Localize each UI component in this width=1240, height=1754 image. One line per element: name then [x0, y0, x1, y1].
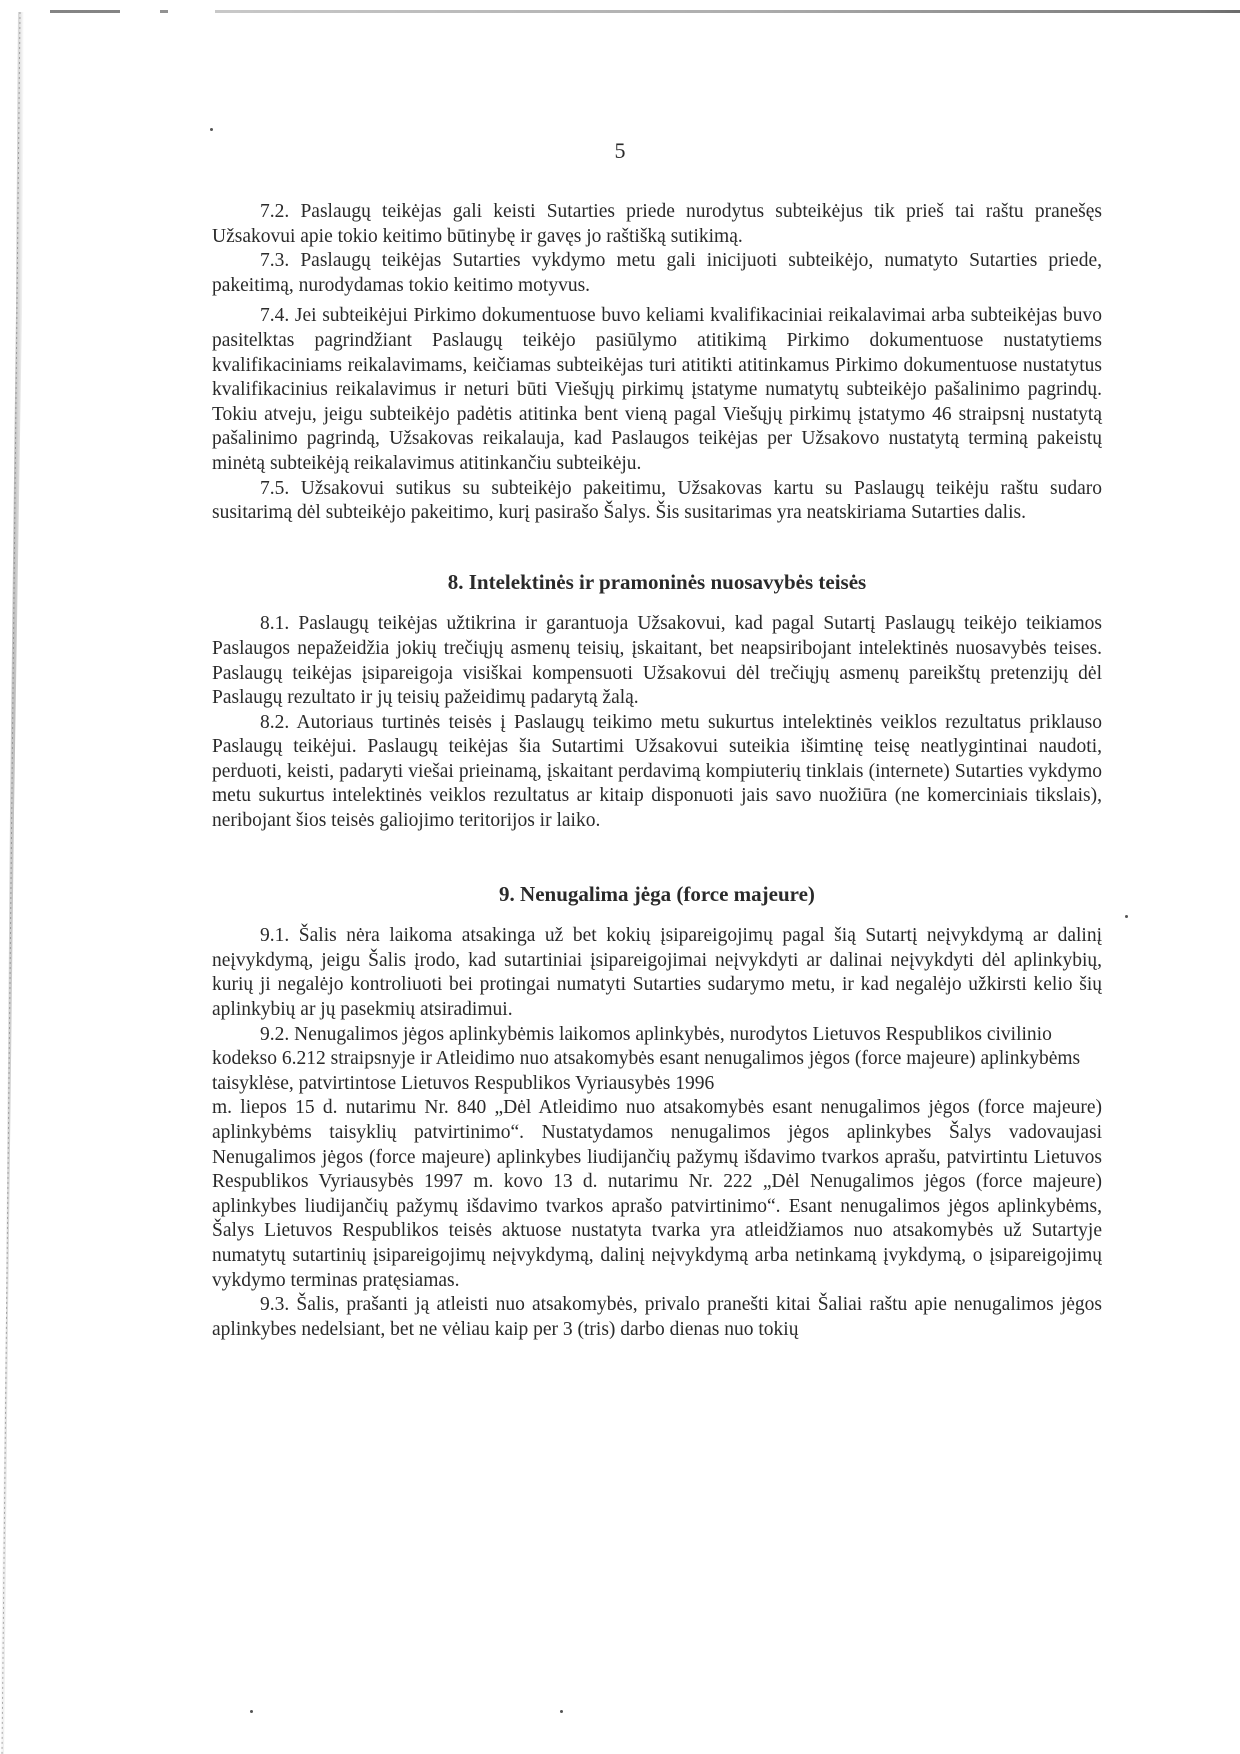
paragraph-7-2: 7.2. Paslaugų teikėjas gali keisti Sutarties priede nurodytus subteikėjus tik prieš tai raštu pranešęs Užsakovui apie tokio keitimo būtinybę ir gavęs jo raštišką sutikimą.: [212, 201, 1102, 247]
paragraph-9-2-continued: m. liepos 15 d. nutarimu Nr. 840 „Dėl Atleidimo nuo atsakomybės esant nenugalimos jėgos (force majeure) aplinkybėms taisyklių patvirtinimo“. Nustatydamos nenugalimos jėgos aplinkybes Šalys vadovaujasi Nenugalimos jėgos (force majeure) aplinkybes liudijančių pažymų išdavimo tvarkos aprašu, patvirtintu Lietuvos Respublikos Vyriausybės 1997 m. kovo 13 d. nutarimu Nr. 222 „Dėl Nenugalimos jėgos (force majeure) aplinkybes liudijančių pažymų išdavimo tvarkos aprašo patvirtinimo“. Esant nenugalimos jėgos aplinkybėms, Šalys Lietuvos Respublikos teisės aktuose nustatyta tvarka yra atleidžiamos nuo atsakomybės už Sutartyje numatytų sutartinių įsipareigojimų neįvykdymą, dalinį neįvykdymą arba netinkamą įvykdymą, o įsipareigojimų vykdymo terminas pratęsiamas.: [212, 1097, 1102, 1291]
document-body: [212, 200, 1102, 1342]
scan-left-shadow: [0, 12, 60, 1754]
paragraph-7-3: 7.3. Paslaugų teikėjas Sutarties vykdymo metu gali inicijuoti subteikėjo, numatyto Sutarties priede, pakeitimą, nurodydamas tokio keitimo motyvus.: [212, 250, 1102, 296]
paragraph-8-2: 8.2. Autoriaus turtinės teisės į Paslaugų teikimo metu sukurtus intelektinės veiklos rezultatus priklauso Paslaugų teikėjui. Paslaugų teikėjas šia Sutartimi Užsakovui suteikia išimtinę teisę neatlygintinai naudoti, perduoti, keisti, padaryti viešai prieinamą, įskaitant perdavimą kompiuterių tinklais (internete) Sutarties vykdymo metu sukurtus intelektinės veiklos rezultatus ar kitaip disponuoti jais savo nuožiūra (ne komerciniais tikslais), neribojant šios teisės galiojimo teritorijos ir laiko.: [212, 711, 1102, 832]
paragraph-7-4: 7.4. Jei subteikėjui Pirkimo dokumentuose buvo keliami kvalifikaciniai reikalavimai arba subteikėjas buvo pasitelktas pagrindžiant Paslaugų teikėjo pasiūlymo atitikimą Pirkimo dokumentuose nustatytiems kvalifikaciniams reikalavimams, keičiamas subteikėjas turi atitikti atitinkamus Pirkimo dokumentuose nustatytus kvalifikacinius reikalavimus ir neturi būti Viešųjų pirkimų įstatyme numatytų subteikėjo pašalinimo pagrindų. Tokiu atveju, jeigu subteikėjo padėtis atitinka bent vieną pagal Viešųjų pirkimų įstatymo 46 straipsnį nustatytą pašalinimo pagrindą, Užsakovas reikalauja, kad Paslaugos teikėjas per Užsakovo nustatytą terminą pakeistų minėtą subteikėją reikalavimus atitinkančiu subteikėju.: [212, 305, 1102, 474]
paragraph-8-1: 8.1. Paslaugų teikėjas užtikrina ir garantuoja Užsakovui, kad pagal Sutartį Paslaugų teikėjo teikiamos Paslaugos nepažeidžia jokių trečiųjų asmenų teisių, įskaitant, bet neapsiribojant intelektinės nuosavybės teises. Paslaugų teikėjas įsipareigoja visiškai kompensuoti Užsakovui dėl trečiųjų asmenų pareikštų pretenzijų dėl Paslaugų rezultato ir jų teisių pažeidimų padarytą žalą.: [212, 613, 1102, 709]
scan-speck: [250, 1710, 253, 1713]
section-8: [212, 612, 1102, 833]
section-heading-9: 9. Nenugalima jėga (force majeure): [499, 881, 815, 906]
section-heading-8: 8. Intelektinės ir pramoninės nuosavybės teisės: [447, 569, 867, 594]
paragraph-9-3: 9.3. Šalis, prašanti ją atleisti nuo atsakomybės, privalo pranešti kitai Šaliai raštu apie nenugalimos jėgos aplinkybes nedelsiant, bet ne vėliau kaip per 3 (tris) darbo dienas nuo tokių: [212, 1294, 1102, 1340]
page-number: 5: [614, 138, 626, 163]
scan-speck: [1125, 915, 1128, 918]
paragraph-7-5: 7.5. Užsakovui sutikus su subteikėjo pakeitimu, Užsakovas kartu su Paslaugų teikėju raštu sudaro susitarimą dėl subteikėjo pakeitimo, kurį pasirašo Šalys. Šis susitarimas yra neatskiriama Sutarties dalis.: [212, 477, 1102, 524]
scan-top-edge: [50, 10, 1240, 13]
section-9: [212, 924, 1102, 1342]
paragraph-9-1: 9.1. Šalis nėra laikoma atsakinga už bet kokių įsipareigojimų pagal šią Sutartį neįvykdymą ar dalinį neįvykdymą, jeigu Šalis įrodo, kad sutartiniai įsipareigojimai neįvykdyti ar dalinai neįvykdyti dėl aplinkybių, kurių ji negalėjo kontroliuoti bei protingai numatyti Sutarties sudarymo metu, ir kad negalėjo užkirsti kelio šių aplinkybių ar jų pasekmių atsiradimui.: [212, 925, 1102, 1021]
section-7: [212, 200, 1102, 526]
scan-speck: [560, 1710, 563, 1713]
paragraph-9-2: 9.2. Nenugalimos jėgos aplinkybėmis laikomos aplinkybės, nurodytos Lietuvos Respublikos civilinio kodekso 6.212 straipsnyje ir Atleidimo nuo atsakomybės esant nenugalimos jėgos (force majeure) aplinkybėms taisyklėse, patvirtintose Lietuvos Respublikos Vyriausybės 1996: [212, 1023, 1081, 1094]
scan-speck: [210, 128, 213, 131]
